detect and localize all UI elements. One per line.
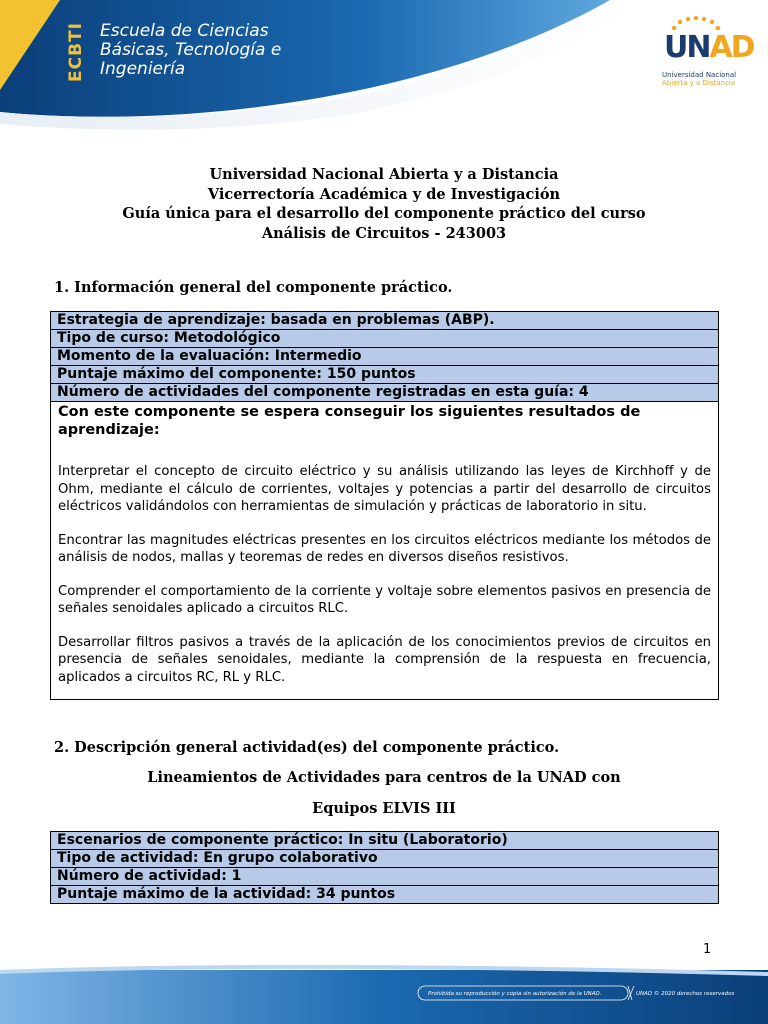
table-cell: Tipo de actividad: En grupo colaborativo <box>51 850 719 868</box>
table-row <box>51 832 719 850</box>
section-2-heading: 2. Descripción general actividad(es) del componente práctico. <box>54 739 560 756</box>
school-name-line: Básicas, Tecnología e <box>100 40 282 60</box>
logo-wordmark: UNAD <box>664 30 754 65</box>
learning-outcome: Encontrar las magnitudes eléctricas presentes en los circuitos eléctricos mediante los métodos de análisis de nodos, mallas y teoremas de redes en diversos diseños resistivos. <box>58 532 711 565</box>
logo-subtitle: Universidad Nacional <box>662 71 737 79</box>
activities-guideline-title: Lineamientos de Actividades para centros de la UNAD con <box>147 769 621 786</box>
learning-outcomes-cell <box>51 402 719 700</box>
footer-copyright: UNAD © 2020 derechos reservados <box>636 991 735 997</box>
learning-outcome: Interpretar el concepto de circuito eléctrico y su análisis utilizando las leyes de Kirchhoff y de Ohm, mediante el cálculo de corrientes, voltajes y potencias a partir del desarrollo de circuitos eléctricos validándolos con herramientas de simulación y prácticas de laboratorio in situ. <box>58 464 711 514</box>
table-cell: Número de actividades del componente registradas en esta guía: 4 <box>51 384 719 402</box>
table-row <box>51 402 719 700</box>
table-cell: Escenarios de componente práctico: In situ (Laboratorio) <box>51 832 719 850</box>
school-name-line: Escuela de Ciencias <box>100 21 269 41</box>
title-line: Análisis de Circuitos - 243003 <box>261 224 507 242</box>
activity-info-table <box>50 831 719 904</box>
learning-outcomes-title: Con este componente se espera conseguir los siguientes resultados de aprendizaje: <box>58 404 641 438</box>
table-row <box>51 868 719 886</box>
table-row <box>51 886 719 904</box>
section-1-heading: 1. Información general del componente práctico. <box>54 279 453 296</box>
general-info-table <box>50 311 719 700</box>
unad-logo <box>660 14 754 87</box>
table-row <box>51 330 719 348</box>
table-row <box>51 312 719 330</box>
learning-outcome: Desarrollar filtros pasivos a través de la aplicación de los conocimientos previos de circuitos en presencia de señales senoidales, mediante la comprensión de la respuesta en frecuencia, aplicados a circuitos RC, RL y RLC. <box>58 634 711 685</box>
table-row <box>51 348 719 366</box>
table-cell: Puntaje máximo del componente: 150 puntos <box>51 366 719 384</box>
ecbti-acronym: ECBTI <box>65 22 86 82</box>
page-header <box>0 0 768 150</box>
table-cell: Puntaje máximo de la actividad: 34 puntos <box>51 886 719 904</box>
table-cell: Tipo de curso: Metodológico <box>51 330 719 348</box>
title-line: Vicerrectoría Académica y de Investigación <box>207 185 561 203</box>
logo-subtitle: Abierta y a Distancia <box>662 79 736 87</box>
school-name <box>100 22 281 79</box>
activities-guideline-subtitle: Equipos ELVIS III <box>312 800 456 817</box>
table-row <box>51 384 719 402</box>
footer-notice: Prohibida su reproducción y copia sin autorización de la UNAD. <box>428 991 602 997</box>
title-line: Universidad Nacional Abierta y a Distancia <box>209 166 559 183</box>
title-line: Guía única para el desarrollo del componente práctico del curso <box>122 205 646 222</box>
document-title <box>0 165 768 243</box>
page-footer <box>0 962 768 1024</box>
table-cell: Número de actividad: 1 <box>51 868 719 886</box>
table-cell: Estrategia de aprendizaje: basada en problemas (ABP). <box>51 312 719 330</box>
learning-outcome: Comprender el comportamiento de la corriente y voltaje sobre elementos pasivos en presencia de señales senoidales aplicado a circuitos RLC. <box>58 583 711 616</box>
table-row <box>51 366 719 384</box>
school-name-line: Ingeniería <box>100 59 186 79</box>
table-row <box>51 850 719 868</box>
page-number: 1 <box>703 942 712 957</box>
table-cell: Momento de la evaluación: Intermedio <box>51 348 719 366</box>
